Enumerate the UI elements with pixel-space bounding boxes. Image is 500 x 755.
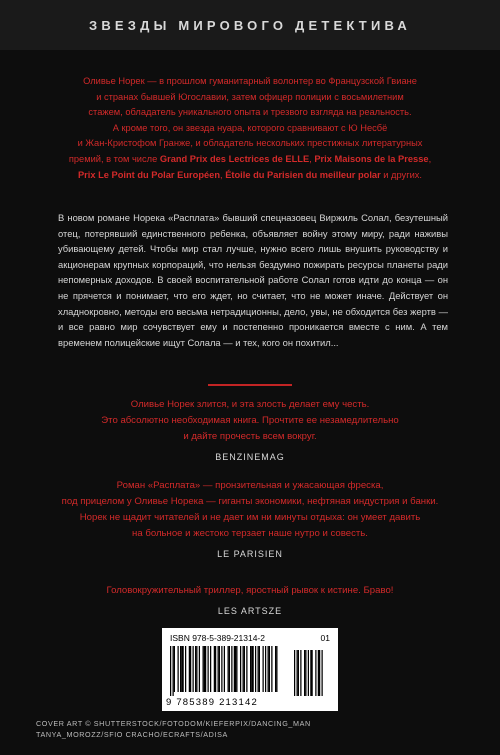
isbn-addon: 01 <box>320 633 330 643</box>
barcode-bar <box>235 646 236 692</box>
barcode-addon-bar <box>298 650 299 696</box>
review-source: LE PARISIEN <box>217 549 283 559</box>
section-divider <box>208 384 292 386</box>
review-source: LES ARTSZE <box>217 606 283 616</box>
series-title: ЗВЕЗДЫ МИРОВОГО ДЕТЕКТИВА <box>88 17 412 33</box>
barcode-addon-bar <box>308 650 309 696</box>
award-etoile-parisien: Étoile du Parisien du meilleur polar <box>225 169 381 180</box>
barcode-bar <box>189 646 190 692</box>
barcode-bar <box>190 646 191 692</box>
barcode-bar <box>214 646 215 692</box>
barcode-bar <box>183 646 184 692</box>
barcode-bar <box>263 646 264 692</box>
review-quote-line: Это абсолютно необходимая книга. Прочтите ее незамедлительно <box>101 415 399 426</box>
barcode-bar <box>234 646 235 692</box>
barcode-bar <box>276 646 277 692</box>
award-separator: , <box>220 169 226 180</box>
award-maisons-presse: Prix Maisons de la Presse <box>314 153 429 164</box>
barcode-bar <box>253 646 254 692</box>
review-source: BENZINEMAG <box>215 452 285 462</box>
barcode-bar <box>271 646 272 692</box>
award-le-point: Prix Le Point du Polar Européen <box>77 169 221 180</box>
barcode-addon-bar <box>294 650 295 696</box>
review-quote-line: на больное и жестоко терзает наше нутро и совесть. <box>132 528 368 539</box>
author-bio <box>40 74 460 183</box>
barcode-bar <box>185 646 186 692</box>
barcode-bar <box>231 646 232 692</box>
author-bio-line: Оливье Норек — в прошлом гуманитарный волонтер во Французской Гвиане <box>83 76 417 86</box>
barcode-bar <box>251 646 252 692</box>
barcode-bar <box>215 646 216 692</box>
barcode-bar <box>244 646 245 692</box>
barcode-digits: 9 785389 213142 <box>166 697 258 708</box>
barcode-bar <box>173 646 174 696</box>
barcode-bar <box>181 646 182 692</box>
barcode-bar <box>204 646 205 692</box>
barcode-bar <box>243 646 244 692</box>
barcode-bar <box>259 646 260 692</box>
author-bio-line: А кроме того, он звезда нуара, которого сравнивают с Ю Несбё <box>112 122 388 133</box>
review-les-artsze <box>40 583 460 616</box>
review-quote-line: Норек не щадит читателей и не дает им ни минуты отдыха: он умеет давить <box>79 512 421 523</box>
barcode-bar <box>208 646 209 692</box>
credits-line: TANYA_MOROZZ/SFIO CRACHO/ECRAFTS/ADISA <box>36 730 228 739</box>
barcode-bar <box>199 646 200 692</box>
barcode-bar <box>250 646 251 692</box>
cover-art-credits <box>36 718 336 740</box>
synopsis <box>58 210 448 350</box>
author-bio-suffix: и других. <box>380 169 423 180</box>
barcode-bar <box>174 646 175 692</box>
barcode-bar <box>265 646 266 692</box>
barcode-bar <box>195 646 196 692</box>
barcode-addon-bar <box>310 650 311 696</box>
barcode-bar <box>258 646 259 692</box>
series-header-bar <box>0 0 500 50</box>
barcode-addon-bar <box>315 650 316 696</box>
credits-line: COVER ART © SHUTTERSTOCK/FOTODOM/KIEFERPIX/DANCING_MAN <box>36 719 311 728</box>
author-bio-awards-line-2 <box>40 168 460 184</box>
review-quote-line: Головокружительный триллер, яростный рывок к истине. Браво! <box>106 585 394 596</box>
barcode-bar <box>255 646 256 692</box>
barcode-addon-bar <box>312 650 313 696</box>
barcode-bar <box>219 646 220 692</box>
author-bio-line: и странах бывшей Югославии, затем офицер полиции с восьмилетним <box>96 91 404 102</box>
review-quote-line: Роман «Расплата» — пронзительная и ужасающая фреска, <box>116 480 384 491</box>
barcode-bar <box>229 646 230 692</box>
barcode-bar <box>180 646 181 692</box>
barcode-bar <box>269 646 270 692</box>
barcode-bars <box>170 646 330 696</box>
isbn-label: ISBN 978-5-389-21314-2 <box>170 633 265 643</box>
author-bio-line: стажем, обладатель уникального опыта и трезвого взгляда на реальность. <box>88 107 412 118</box>
barcode-bar <box>275 646 276 692</box>
barcode-addon-bar <box>322 650 323 696</box>
author-bio-text: премий, в том числе <box>68 153 160 164</box>
barcode-addon-bar <box>305 650 306 696</box>
barcode-bar <box>228 646 229 692</box>
barcode-bar <box>203 646 204 692</box>
barcode-bar <box>210 646 211 692</box>
barcode-bar <box>205 646 206 692</box>
barcode-bar <box>240 646 241 692</box>
barcode-bar <box>268 646 269 692</box>
isbn-line <box>170 633 330 643</box>
author-bio-awards-line-1 <box>40 152 460 168</box>
award-elle: Grand Prix des Lectrices de ELLE <box>159 153 310 164</box>
barcode-addon-bar <box>300 650 301 696</box>
isbn-barcode <box>162 628 338 711</box>
barcode-addon-bar <box>318 650 319 696</box>
barcode-addon-bar <box>297 650 298 696</box>
author-bio-line: и Жан-Кристофом Гранже, и обладатель нескольких престижных литературных <box>77 138 423 149</box>
review-quote-line: Оливье Норек злится, и эта злость делает ему честь. <box>130 399 370 410</box>
review-quote-line: под прицелом у Оливье Норека — гиганты экономики, нефтяная индустрия и банки. <box>61 496 439 507</box>
barcode-bar <box>221 646 222 692</box>
review-quote-line: и дайте прочесть всем вокруг. <box>183 431 317 442</box>
barcode-addon-bar <box>304 650 305 696</box>
review-le-parisien <box>40 478 460 559</box>
barcode-bar <box>196 646 197 692</box>
barcode-bar <box>170 646 171 696</box>
barcode-bar <box>218 646 219 692</box>
barcode-bar <box>224 646 225 692</box>
barcode-bar <box>178 646 179 692</box>
barcode-bar <box>236 646 237 692</box>
award-separator: , <box>309 153 315 164</box>
synopsis-text: В новом романе Норека «Расплата» бывший спецназовец Виржиль Солал, безутешный отец, потерявший единственного ребенка, объявляет войну этому миру, ради наживы убивающему детей. Чтобы мир стал лучше, нужно всего лишь внушить руководству и акционерам крупных корпораций, что нельзя бездумно пожирать ресурсы планеты ради непомерных доходов. В своей воспитательной работе Солал готов идти до конца — он не прячется и понимает, что его ждет, но считает, что не может иначе. Действует он хладнокровно, методы его весьма нетрадиционны, дело, увы, не обходится без жертв — и все равно мир сочувствует ему и постепенно проникается вместе с ним. А тем временем полицейские ищут Солала — и тех, кого он похитил... <box>58 212 448 348</box>
award-separator: , <box>428 153 432 164</box>
barcode-addon-bar <box>319 650 320 696</box>
barcode-bar <box>246 646 247 692</box>
review-benzinemag <box>40 397 460 462</box>
barcode-bar <box>193 646 194 692</box>
